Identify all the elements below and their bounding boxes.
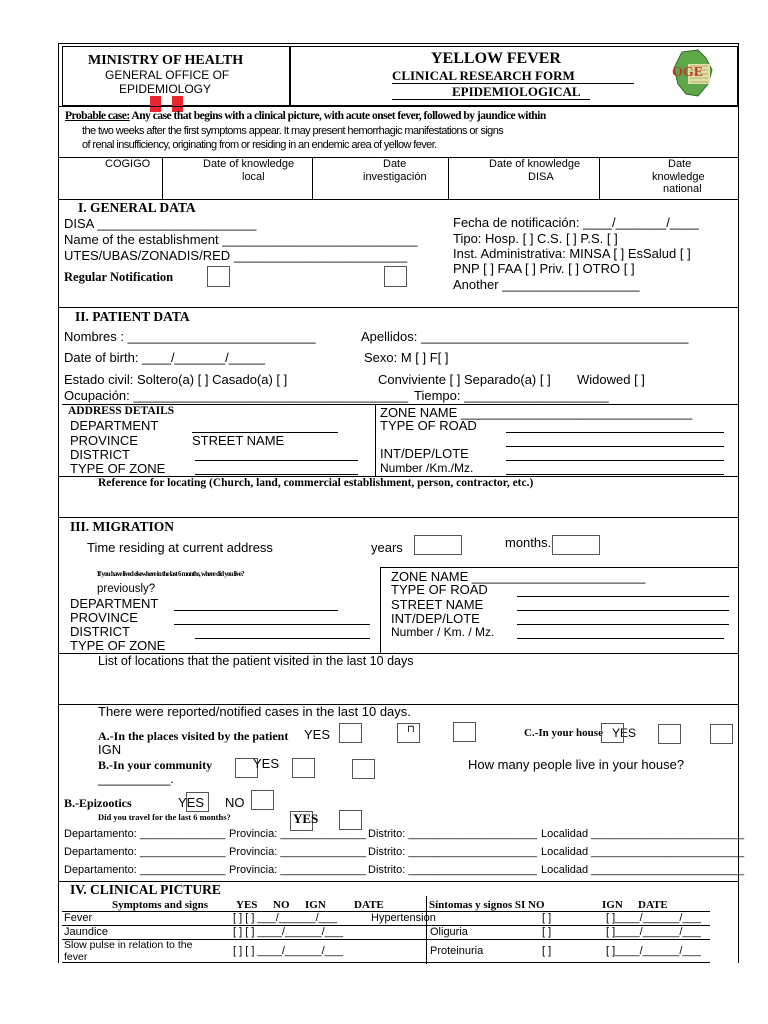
community-yes-label: YES — [253, 756, 280, 771]
migration-province-input[interactable] — [174, 624, 370, 625]
col-yes: YES — [236, 899, 258, 911]
marital-status-field[interactable]: Estado civil: Soltero(a) [ ] Casado(a) [ ] — [64, 372, 288, 387]
travel-departamento-input[interactable]: Departamento: ______________ — [64, 828, 226, 840]
places-visited-label: A.-In the places visited by the patient — [98, 729, 289, 743]
notification-date-field[interactable]: Fecha de notificación: ____/_______/____ — [453, 215, 699, 230]
establishment-field[interactable]: Name of the establishment ___________________________ — [64, 232, 418, 247]
migration-district-input[interactable] — [195, 638, 370, 639]
community-label: B.-In your community — [98, 758, 213, 772]
office-line1: GENERAL OFFICE OF — [105, 68, 230, 82]
address-zone-name-field[interactable]: ZONE NAME ________________________________ — [380, 405, 693, 420]
definition-label: Probable case: — [65, 110, 130, 122]
nombres-field[interactable]: Nombres : __________________________ — [64, 329, 316, 344]
travel-no-checkbox[interactable] — [339, 810, 362, 830]
places-yes-checkbox[interactable] — [339, 723, 362, 743]
symptom-proteinuria: Proteinuria — [430, 945, 484, 957]
travel-distrito-input[interactable]: Distrito: _____________________ — [368, 828, 537, 840]
migration-department-label: DEPARTMENT — [70, 596, 159, 611]
address-department-label: DEPARTMENT — [70, 418, 159, 433]
address-zone-type-input[interactable] — [195, 474, 358, 475]
people-in-house-input[interactable]: __________. — [98, 771, 174, 786]
people-in-house-label: How many people live in your house? — [468, 757, 685, 772]
sex-field[interactable]: Sexo: M [ ] F[ ] — [364, 350, 449, 365]
symptom-slow-pulse-line2: fever — [64, 951, 88, 963]
address-zone-type-label: TYPE OF ZONE — [70, 461, 166, 476]
community-ign-checkbox[interactable] — [352, 759, 375, 779]
months-label: months. — [505, 535, 552, 550]
widowed-field[interactable]: Widowed [ ] — [577, 372, 645, 387]
reference-label: Reference for locating (Church, land, commercial establishment, person, contractor, etc.) — [98, 477, 534, 489]
time-residing-label: Time residing at current address — [87, 540, 273, 555]
address-district-input[interactable] — [195, 460, 358, 461]
address-street-label: STREET NAME — [192, 433, 285, 448]
migration-int-label: INT/DEP/LOTE — [391, 611, 480, 626]
epizootics-yes-label: YES — [178, 795, 205, 810]
address-province-label: PROVINCE — [70, 433, 138, 448]
address-int-input[interactable] — [506, 460, 724, 461]
disa-field[interactable]: DISA ______________________ — [64, 216, 257, 231]
institution-other-field[interactable]: PNP [ ] FAA [ ] Priv. [ ] OTRO [ ] — [453, 261, 635, 276]
travel-departamento-input[interactable]: Departamento: ______________ — [64, 846, 226, 858]
address-road-type-label: TYPE OF ROAD — [380, 418, 477, 433]
svg-text:OGE: OGE — [672, 65, 704, 80]
regular-notification-checkbox[interactable] — [207, 266, 230, 287]
oge-logo-icon — [668, 48, 718, 100]
address-road-type-input[interactable] — [506, 432, 724, 433]
epizootics-label: B.-Epizootics — [64, 796, 132, 810]
migration-int-input[interactable] — [517, 624, 729, 625]
symptom-hypertension-no[interactable]: [ ] — [542, 912, 552, 924]
migration-department-input[interactable] — [174, 610, 338, 611]
symptom-fever: Fever — [64, 912, 93, 924]
travel-localidad-input[interactable]: Localidad _________________________ — [541, 846, 745, 858]
col-ign-right: IGN — [602, 899, 623, 911]
ministry-title: MINISTRY OF HEALTH — [88, 53, 244, 68]
tiempo-field[interactable]: Tiempo: ____________________ — [414, 388, 609, 403]
migration-heading: III. MIGRATION — [70, 519, 175, 534]
general-heading: I. GENERAL DATA — [78, 200, 196, 215]
frame-top — [58, 43, 739, 44]
definition-line2: the two weeks after the first symptoms appear. It may present hemorrhagic manifestations or signs — [82, 125, 504, 137]
form-subtitle1: CLINICAL RESEARCH FORM — [392, 68, 575, 83]
investigation-date-label: Date — [383, 158, 407, 170]
migration-street-label: STREET NAME — [391, 597, 484, 612]
col-date-right: DATE — [638, 899, 668, 911]
code-label: COGIGO — [105, 158, 151, 170]
years-input[interactable] — [414, 535, 462, 555]
travel-question: Did you travel for the last 6 months? — [98, 812, 231, 822]
house-yes-checkbox[interactable] — [601, 723, 624, 743]
local-date-label: Date of knowledge — [203, 158, 295, 170]
address-heading: ADDRESS DETAILS — [68, 405, 175, 417]
symptom-hypertension: Hypertension — [371, 912, 436, 924]
house-ign-checkbox[interactable] — [710, 724, 733, 744]
community-no-checkbox[interactable] — [292, 758, 315, 778]
symptom-oliguria-entry[interactable]: [ ]____/______/___ — [606, 926, 701, 938]
travel-yes-label: YES — [293, 811, 319, 826]
epizootics-no-label: NO — [225, 795, 245, 810]
col-ign: IGN — [305, 899, 326, 911]
travel-localidad-input[interactable]: Localidad _________________________ — [541, 828, 745, 840]
symptom-proteinuria-no[interactable]: [ ] — [542, 945, 552, 957]
other-notification-checkbox[interactable] — [384, 266, 407, 287]
dob-field[interactable]: Date of birth: ____/_______/_____ — [64, 350, 265, 365]
travel-localidad-input[interactable]: Localidad _________________________ — [541, 864, 745, 876]
utes-field[interactable]: UTES/UBAS/ZONADIS/RED ________________________ — [64, 248, 408, 263]
symptom-oliguria-no[interactable]: [ ] — [542, 926, 552, 938]
form-title: YELLOW FEVER — [431, 50, 561, 67]
address-number-label: Number /Km./Mz. — [380, 461, 474, 475]
house-no-checkbox[interactable] — [658, 724, 681, 744]
another-field[interactable]: Another ___________________ — [453, 277, 640, 292]
migration-province-label: PROVINCE — [70, 610, 138, 625]
migration-number-input[interactable] — [517, 638, 724, 639]
years-label: years — [371, 540, 403, 555]
ocupacion-field[interactable]: Ocupación: ______________________________________ — [64, 388, 409, 403]
travel-provincia-input[interactable]: Provincia: ______________ — [229, 846, 367, 858]
symptom-fever-entry[interactable]: [ ] [ ] ___/______/___ — [233, 912, 337, 924]
disa-date-label: Date of knowledge — [489, 158, 581, 170]
travel-distrito-input[interactable]: Distrito: _____________________ — [368, 864, 537, 876]
frame-left — [58, 43, 59, 963]
col-symptoms: Symptoms and signs — [112, 899, 208, 911]
migration-road-type-label: TYPE OF ROAD — [391, 582, 488, 597]
migration-road-type-input[interactable] — [517, 596, 729, 597]
locations-label: List of locations that the patient visited in the last 10 days — [98, 654, 414, 668]
migration-zone-name-field[interactable]: ZONE NAME ________________________ — [391, 569, 646, 584]
travel-provincia-input[interactable]: Provincia: ______________ — [229, 828, 367, 840]
symptom-slow-pulse: Slow pulse in relation to the — [64, 939, 193, 951]
migration-district-label: DISTRICT — [70, 624, 130, 639]
address-street-input[interactable] — [506, 446, 724, 447]
symptom-jaundice-entry[interactable]: [ ] [ ] ____/______/___ — [233, 926, 344, 938]
places-yes-label: YES — [304, 727, 331, 742]
symptom-slow-pulse-entry[interactable]: [ ] [ ] ____/______/___ — [233, 945, 344, 957]
address-district-label: DISTRICT — [70, 447, 130, 462]
regular-notification-label: Regular Notification — [64, 270, 174, 284]
migration-number-label: Number / Km. / Mz. — [391, 625, 495, 639]
definition-text1: Any case that begins with a clinical picture, with acute onset fever, followed by jaundice within — [129, 110, 546, 122]
definition-line1 — [65, 110, 546, 122]
reported-cases-label: There were reported/notified cases in the last 10 days. — [98, 704, 411, 719]
epizootics-no-checkbox[interactable] — [251, 790, 274, 810]
symptom-oliguria: Oliguria — [430, 926, 468, 938]
facility-type-field[interactable]: Tipo: Hosp. [ ] C.S. [ ] P.S. [ ] — [453, 231, 618, 246]
places-ign-label: IGN — [98, 742, 122, 757]
institution-field[interactable]: Inst. Administrativa: MINSA [ ] EsSalud [ ] — [453, 246, 691, 261]
previously-label: previously? — [97, 583, 156, 595]
col-sintomas: Síntomas y signos SI NO — [429, 899, 545, 911]
symptom-proteinuria-entry[interactable]: [ ]____/______/___ — [606, 945, 701, 957]
symptom-jaundice: Jaundice — [64, 926, 109, 938]
frame-right — [738, 43, 739, 963]
house-label: C.-In your house — [524, 727, 603, 739]
travel-provincia-input[interactable]: Provincia: ______________ — [229, 864, 367, 876]
national-date-label: Date — [668, 158, 692, 170]
address-number-input[interactable] — [506, 474, 724, 475]
address-int-label: INT/DEP/LOTE — [380, 446, 469, 461]
previous-residence-question: If you have lived elsewhere in the last 6 months, where did you live? — [97, 570, 244, 578]
yellow-fever-form: MINISTRY OF HEALTH GENERAL OFFICE OF EPIDEMIOLOGY YELLOW FEVER CLINICAL RESEARCH FORM EPIDEMIOLOGICAL OGE Probable case: Any case that begins with a clinical picture, with acute onset fever, followed by jaundice within the two weeks after the first symptoms appear. It may present hemorrhagic manifestations or signs of renal insufficiency, originating from or residing in an endemic area of yellow fever. COGIGO Date of knowledge local Date investigación Date of knowledge DISA Date knowledge national I. GENERAL DATA DISA ______________________ Name of the establishment ___________________________ UTES/UBAS/ZONADIS/RED ________________________ Regular Notification Fecha de notificación: ____/_______/____ Tipo: Hosp. [ ] C.S. [ ] P.S. [ ] Inst. Administrativa: MINSA [ ] EsSalud [ ] PNP [ ] FAA [ ] Priv. [ ] OTRO [ ] Another ___________________ II. PATIENT DATA Nombres : __________________________ Apellidos: _____________________________________ Date of birth: ____/_______/_____ Sexo: M [ ] F[ ] Estado civil: Soltero(a) [ ] Casado(a) [ ] Conviviente [ ] Separado(a) [ ] Widowed [ ] Ocupación: ______________________________________ Tiempo: ____________________ ADDRESS DETAILS DEPARTMENT PROVINCE STREET NAME DISTRICT TYPE OF ZONE ZONE NAME ________________________________ TYPE OF ROAD INT/DEP/LOTE Number /Km./Mz. Reference for locating (Church, land, commercial establishment, person, contractor, etc.) III. MIGRATION Time residing at current address years months. If you have lived elsewhere in the last 6 months, where did you live? previously? DEPARTMENT PROVINCE DISTRICT TYPE OF ZONE ZONE NAME ________________________ TYPE OF ROAD STREET NAME INT/DEP/LOTE Number / Km. / Mz. List of locations that the patient visited in the last 10 days There were reported/notified cases in the last 10 days. A.-In the places visited by the patient YES ⊓ C.-In your house YES IGN B.-In your community YES How many people live in your house? __________. B.-Epizootics YES NO Did you travel for the last 6 months? YES Departamento: ______________ Provincia: ______________ Distrito: _____________________ Localidad _________________________ Departamento: ______________ Provincia: ______________ Distrito: _____________________ Localidad _________________________ Departamento: ______________ Provincia: ______________ Distrito: _____________________ Localidad _________________________ IV. CLINICAL PICTURE Symptoms and signs YES NO IGN DATE Síntomas y signos SI NO IGN DATE Fever [ ] [ ] ___/______/___ Hypertension [ ] [ ]____/______/___ Jaundice [ ] [ ] ____/______/___ Oliguria [ ] [ ]____/______/___ Slow pulse in relation to the fever [ ] [ ] ____/______/___ Proteinuria [ ] [ ]____/______/___ — [0, 0, 768, 1024]
form-subtitle2: EPIDEMIOLOGICAL — [452, 84, 581, 99]
travel-departamento-input[interactable]: Departamento: ______________ — [64, 864, 226, 876]
office-line2: EPIDEMIOLOGY — [119, 82, 212, 96]
conviviente-field[interactable]: Conviviente [ ] Separado(a) [ ] — [378, 372, 551, 387]
col-no: NO — [273, 899, 290, 911]
places-ign-checkbox[interactable] — [453, 722, 476, 742]
places-no-mark: ⊓ — [407, 724, 415, 735]
apellidos-field[interactable]: Apellidos: _____________________________________ — [361, 329, 689, 344]
migration-street-input[interactable] — [517, 610, 729, 611]
col-date: DATE — [354, 899, 384, 911]
epizootics-yes-checkbox[interactable] — [186, 792, 209, 812]
symptom-hypertension-entry[interactable]: [ ]____/______/___ — [606, 912, 701, 924]
months-input[interactable] — [552, 535, 600, 555]
migration-zone-type-label: TYPE OF ZONE — [70, 638, 166, 653]
definition-line3: of renal insufficiency, originating from or residing in an endemic area of yellow fever. — [82, 139, 437, 151]
travel-distrito-input[interactable]: Distrito: _____________________ — [368, 846, 537, 858]
clinical-heading: IV. CLINICAL PICTURE — [70, 882, 221, 897]
patient-heading: II. PATIENT DATA — [75, 309, 190, 324]
house-yes-label: YES — [612, 726, 637, 740]
